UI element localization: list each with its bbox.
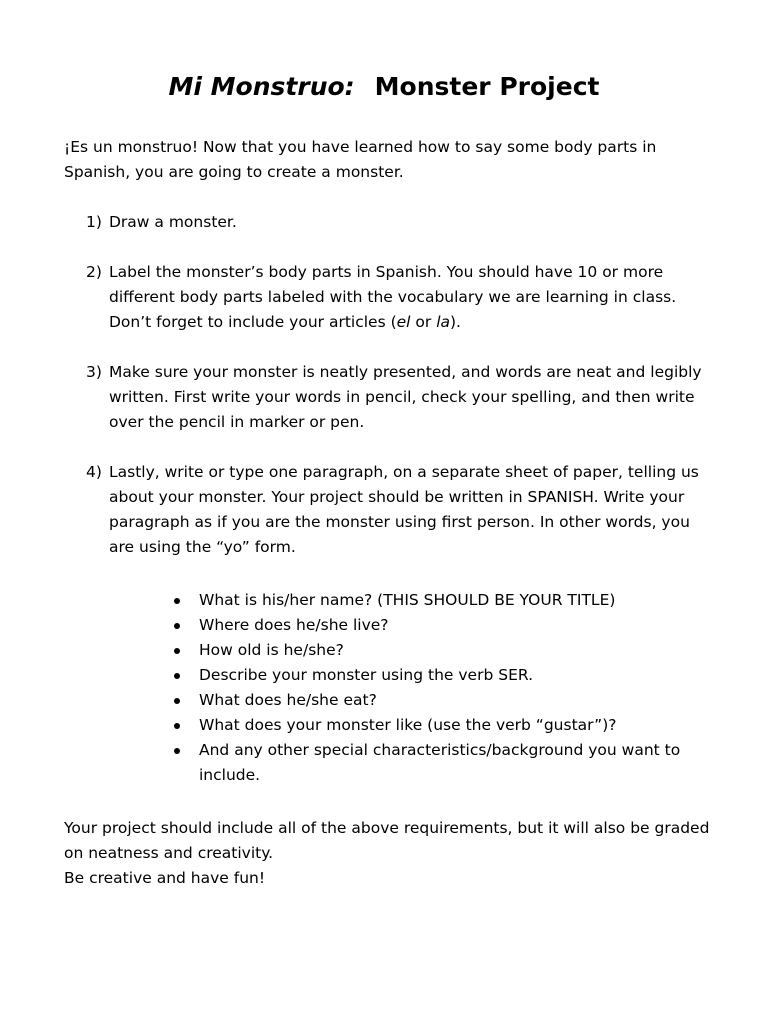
step-item	[0, 260, 719, 335]
step-text: Label the monster’s body parts in Spanish. You should have 10 or more different body parts labeled with the vocabulary we are learning in class. Don’t forget to include your articles (	[109, 263, 677, 331]
list-item-text: Where does he/she live?	[199, 616, 389, 634]
bullet-icon	[174, 598, 180, 604]
step-number: 3)	[86, 363, 102, 381]
closing-paragraph	[64, 816, 724, 891]
bullet-icon	[174, 623, 180, 629]
list-item-text: What is his/her name? (THIS SHOULD BE YOUR TITLE)	[199, 591, 616, 609]
list-item-text: How old is he/she?	[199, 641, 344, 659]
steps-list	[0, 210, 768, 585]
step-item	[0, 460, 719, 560]
step-item	[0, 360, 719, 435]
list-item-text: And any other special characteristics/background you want to include.	[199, 741, 681, 784]
list-item	[0, 663, 699, 688]
list-item	[0, 738, 699, 788]
list-item	[0, 588, 699, 613]
step-number: 4)	[86, 463, 102, 481]
closing-line-1: Your project should include all of the above requirements, but it will also be graded on neatness and creativity.	[64, 819, 710, 862]
bullet-icon	[174, 748, 180, 754]
step-text: Lastly, write or type one paragraph, on a separate sheet of paper, telling us about your monster. Your project should be written in SPANISH. Write your paragraph as if you are the monster using first person. In other words, you are using the “yo” form.	[109, 463, 699, 556]
bullet-icon	[174, 673, 180, 679]
bullet-icon	[174, 698, 180, 704]
step-text-between: or	[410, 313, 437, 331]
list-item	[0, 638, 699, 663]
list-item	[0, 713, 699, 738]
title-rest: Monster Project	[374, 72, 600, 101]
list-item-text: What does your monster like (use the verb “gustar”)?	[199, 716, 617, 734]
closing-line-2: Be creative and have fun!	[64, 869, 266, 887]
step-text-after: ).	[450, 313, 461, 331]
list-item	[0, 688, 699, 713]
questions-list	[0, 588, 768, 788]
list-item	[0, 613, 699, 638]
list-item-text: Describe your monster using the verb SER.	[199, 666, 534, 684]
list-item-text: What does he/she eat?	[199, 691, 377, 709]
step-item	[0, 210, 719, 235]
article-el: el	[396, 313, 411, 331]
intro-paragraph: ¡Es un monstruo! Now that you have learned how to say some body parts in Spanish, you are going to create a monster.	[64, 138, 657, 181]
title-italic: Mi Monstruo:	[168, 72, 355, 101]
step-number: 2)	[86, 263, 102, 281]
bullet-icon	[174, 723, 180, 729]
page-title	[0, 70, 768, 104]
step-text: Draw a monster.	[109, 213, 237, 231]
article-la: la	[436, 313, 450, 331]
step-number: 1)	[86, 213, 102, 231]
step-text: Make sure your monster is neatly presented, and words are neat and legibly written. First write your words in pencil, check your spelling, and then write over the pencil in marker or pen.	[109, 363, 702, 431]
bullet-icon	[174, 648, 180, 654]
